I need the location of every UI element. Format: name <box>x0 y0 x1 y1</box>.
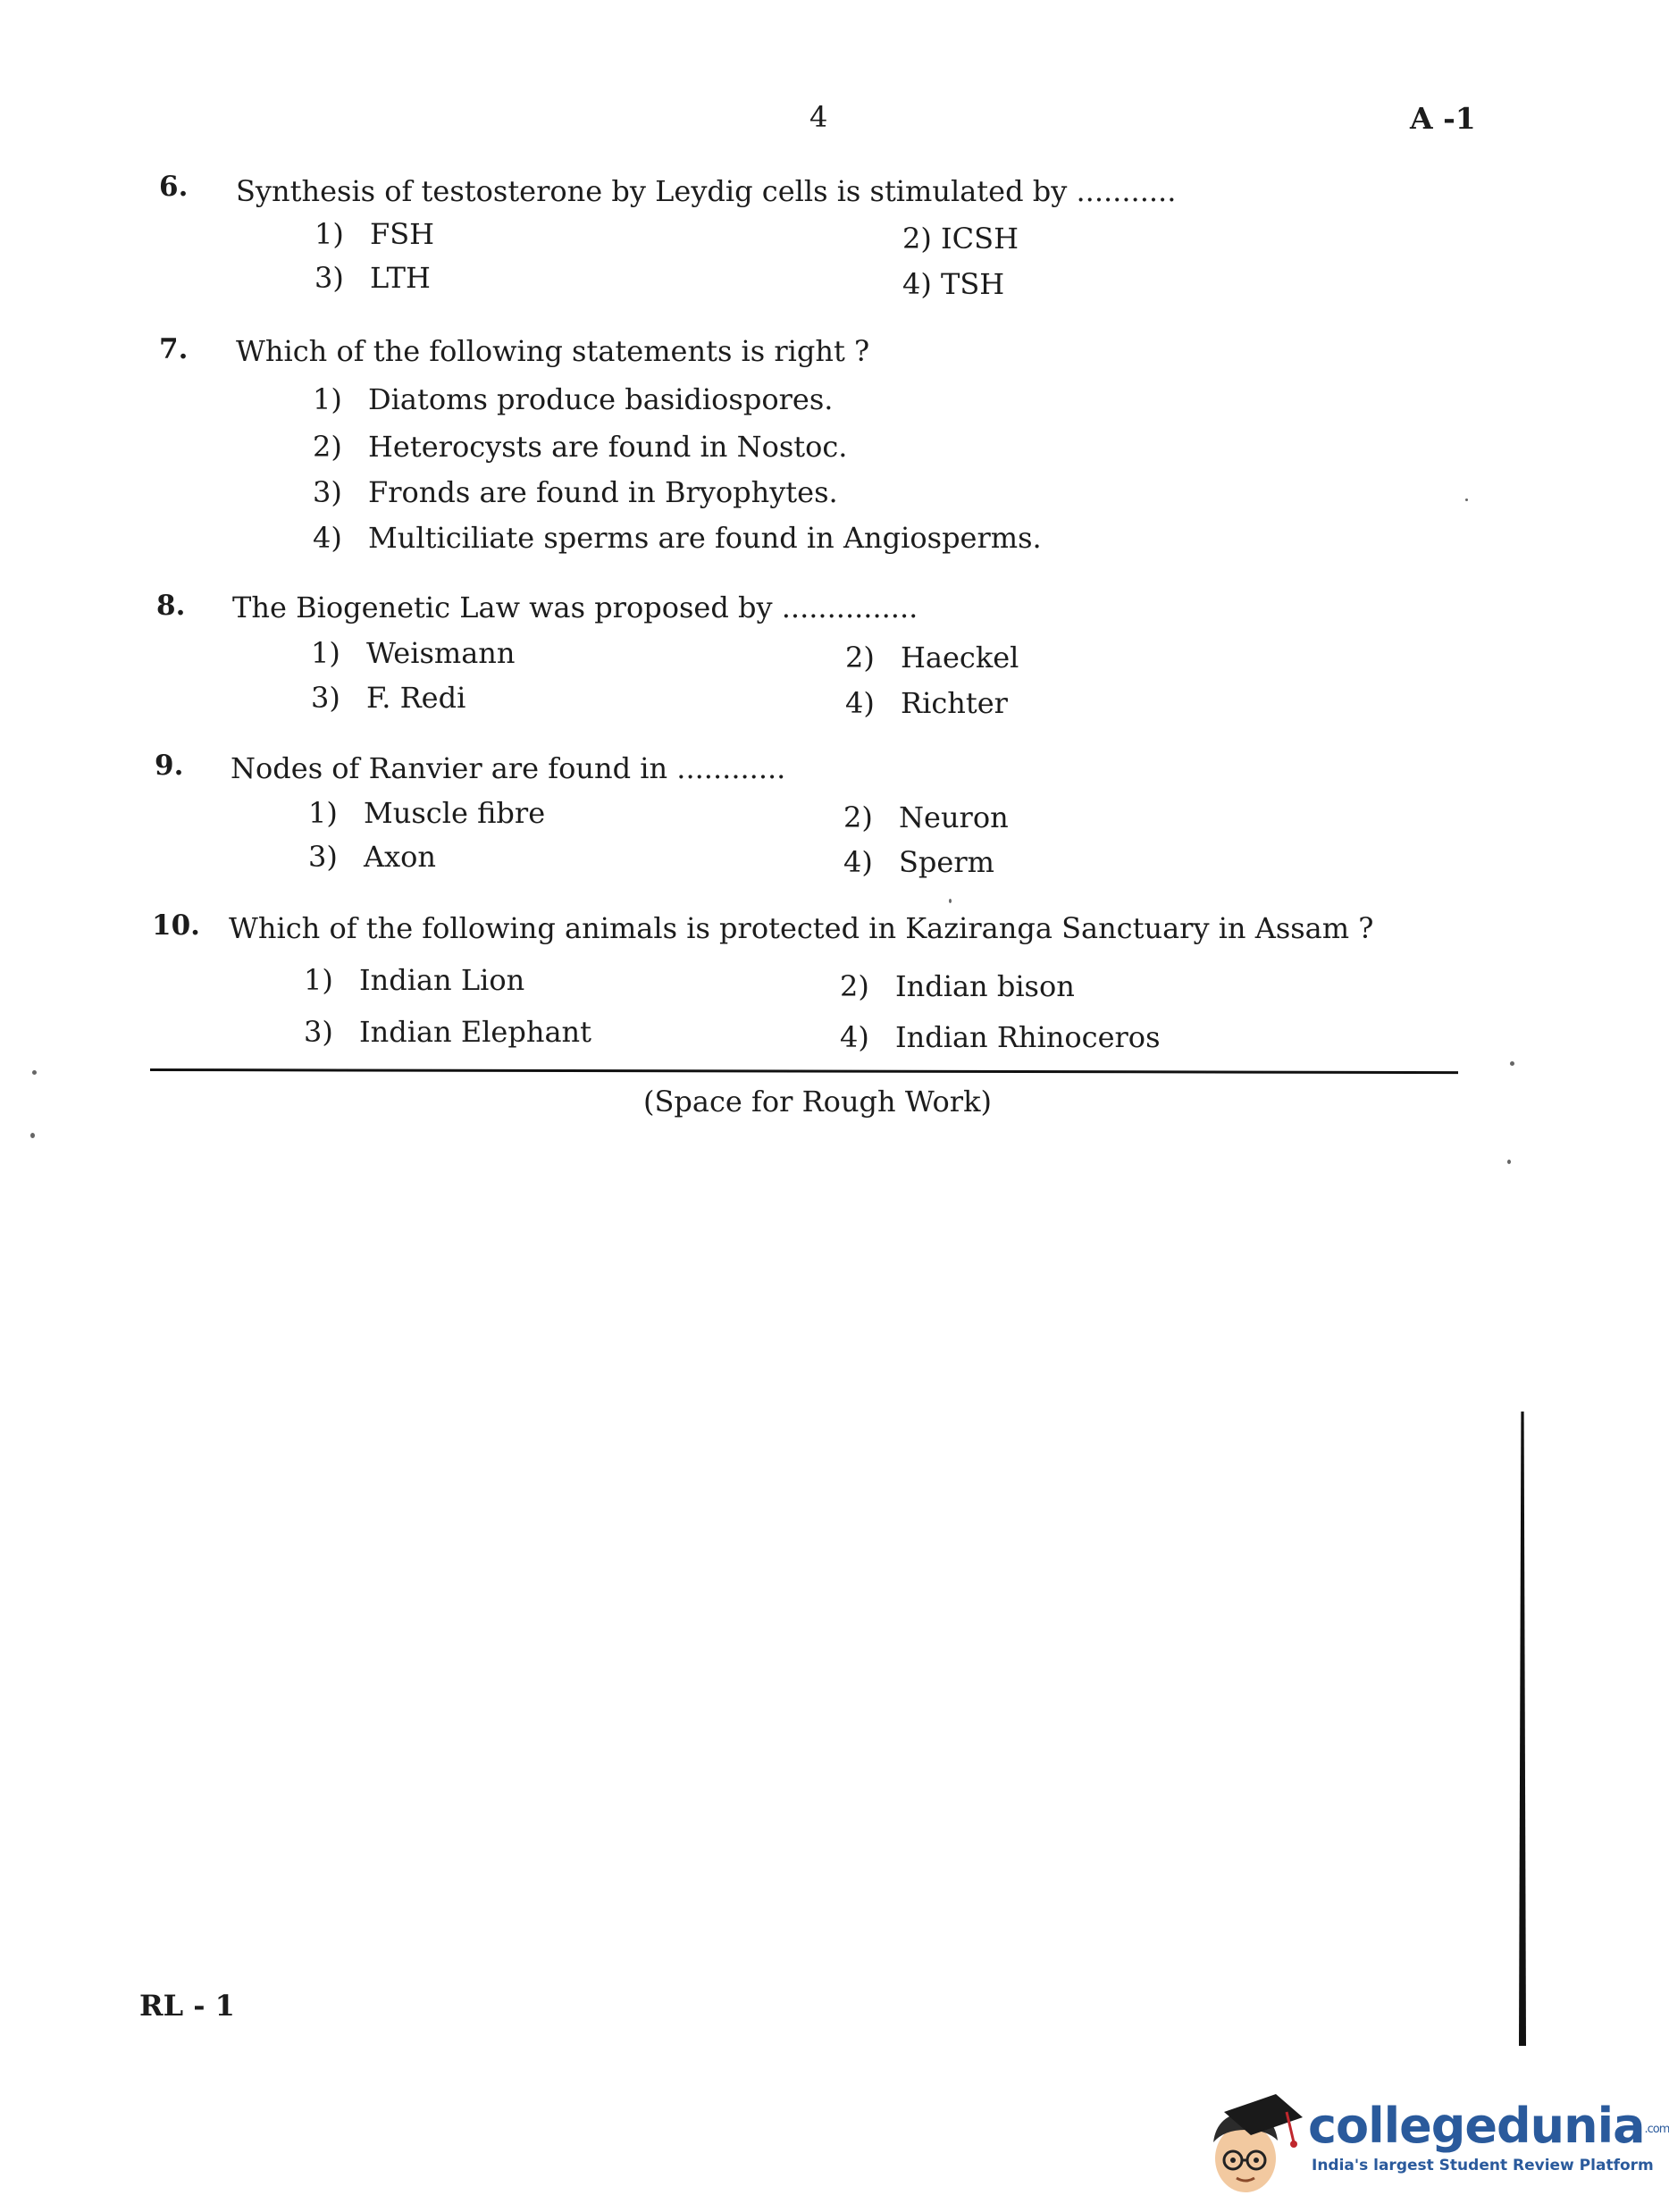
option-number: 1) <box>315 217 344 251</box>
option-text: Axon <box>364 840 437 874</box>
mascot-logo-icon <box>1204 2091 1308 2196</box>
option-1 <box>313 382 833 416</box>
option-1 <box>315 217 434 251</box>
option-text: Indian Lion <box>359 963 525 997</box>
option-number: 2) <box>840 969 869 1003</box>
question-text: Which of the following statements is right ? <box>236 334 870 368</box>
scan-edge-shadow <box>1519 1412 1526 2046</box>
option-number: 3) <box>313 475 342 509</box>
option-1 <box>304 963 524 997</box>
page-number: 4 <box>809 100 828 134</box>
scan-speck <box>1507 1160 1511 1164</box>
option-number: 4) <box>902 267 932 301</box>
option-1 <box>311 636 516 670</box>
brand-suffix: .com <box>1644 2122 1669 2136</box>
option-number: 3) <box>315 261 344 295</box>
option-4 <box>845 686 1008 720</box>
option-number: 1) <box>313 382 342 416</box>
option-2 <box>313 430 847 464</box>
question-text: Nodes of Ranvier are found in ............ <box>231 751 786 785</box>
option-4 <box>902 267 1004 301</box>
option-number: 4) <box>845 686 875 720</box>
option-1 <box>308 796 545 830</box>
option-text: ICSH <box>941 222 1019 256</box>
option-text: Fronds are found in Bryophytes. <box>368 475 838 509</box>
question-number: 10. <box>152 909 200 942</box>
question-text: The Biogenetic Law was proposed by ............... <box>232 591 918 624</box>
option-text: Neuron <box>899 800 1009 834</box>
option-text: TSH <box>941 267 1005 301</box>
brand-name-text: collegedunia <box>1308 2098 1645 2154</box>
option-2 <box>843 800 1009 834</box>
option-text: Haeckel <box>901 641 1019 674</box>
option-number: 3) <box>304 1015 333 1049</box>
rough-work-label: (Space for Rough Work) <box>643 1085 992 1119</box>
scan-speck <box>30 1133 35 1138</box>
option-3 <box>311 681 465 715</box>
scan-speck <box>1465 499 1468 501</box>
scan-speck <box>1510 1061 1514 1066</box>
option-number: 4) <box>840 1020 869 1054</box>
footer-code: RL - 1 <box>139 1989 235 2023</box>
option-number: 1) <box>304 963 333 997</box>
option-text: Muscle fibre <box>364 796 546 830</box>
option-text: F. Redi <box>366 681 466 715</box>
option-3 <box>315 261 431 295</box>
option-4 <box>313 521 1042 555</box>
brand-name <box>1308 2098 1669 2154</box>
scan-speck <box>949 899 952 903</box>
option-number: 4) <box>843 845 873 879</box>
option-number: 4) <box>313 521 342 555</box>
option-2 <box>840 969 1075 1003</box>
option-text: Sperm <box>899 845 994 879</box>
option-4 <box>840 1020 1160 1054</box>
divider-line <box>150 1068 1458 1074</box>
option-3 <box>313 475 838 509</box>
paper-code: A -1 <box>1410 101 1476 136</box>
option-text: FSH <box>370 217 435 251</box>
scan-speck <box>32 1070 37 1075</box>
option-2 <box>902 222 1019 256</box>
question-number: 8. <box>156 590 186 622</box>
option-text: Multiciliate sperms are found in Angiosperms. <box>368 521 1042 555</box>
option-number: 3) <box>308 840 338 874</box>
option-2 <box>845 641 1019 674</box>
question-number: 6. <box>159 171 189 203</box>
option-3 <box>304 1015 591 1049</box>
question-text: Which of the following animals is protected in Kaziranga Sanctuary in Assam ? <box>229 911 1374 945</box>
question-number: 7. <box>159 333 189 365</box>
option-3 <box>308 840 436 874</box>
option-text: LTH <box>370 261 431 295</box>
option-text: Heterocysts are found in Nostoc. <box>368 430 848 464</box>
option-number: 1) <box>311 636 340 670</box>
option-text: Richter <box>901 686 1008 720</box>
option-text: Weismann <box>366 636 516 670</box>
question-text: Synthesis of testosterone by Leydig cells is stimulated by ........... <box>236 174 1177 208</box>
option-number: 2) <box>313 430 342 464</box>
option-number: 3) <box>311 681 340 715</box>
option-number: 2) <box>845 641 875 674</box>
question-number: 9. <box>155 750 184 782</box>
option-text: Indian bison <box>895 969 1075 1003</box>
option-4 <box>843 845 994 879</box>
option-text: Indian Rhinoceros <box>895 1020 1161 1054</box>
brand-tagline: India's largest Student Review Platform <box>1312 2157 1654 2174</box>
option-text: Diatoms produce basidiospores. <box>368 382 834 416</box>
option-number: 1) <box>308 796 338 830</box>
option-number: 2) <box>902 222 932 256</box>
option-text: Indian Elephant <box>359 1015 591 1049</box>
option-number: 2) <box>843 800 873 834</box>
